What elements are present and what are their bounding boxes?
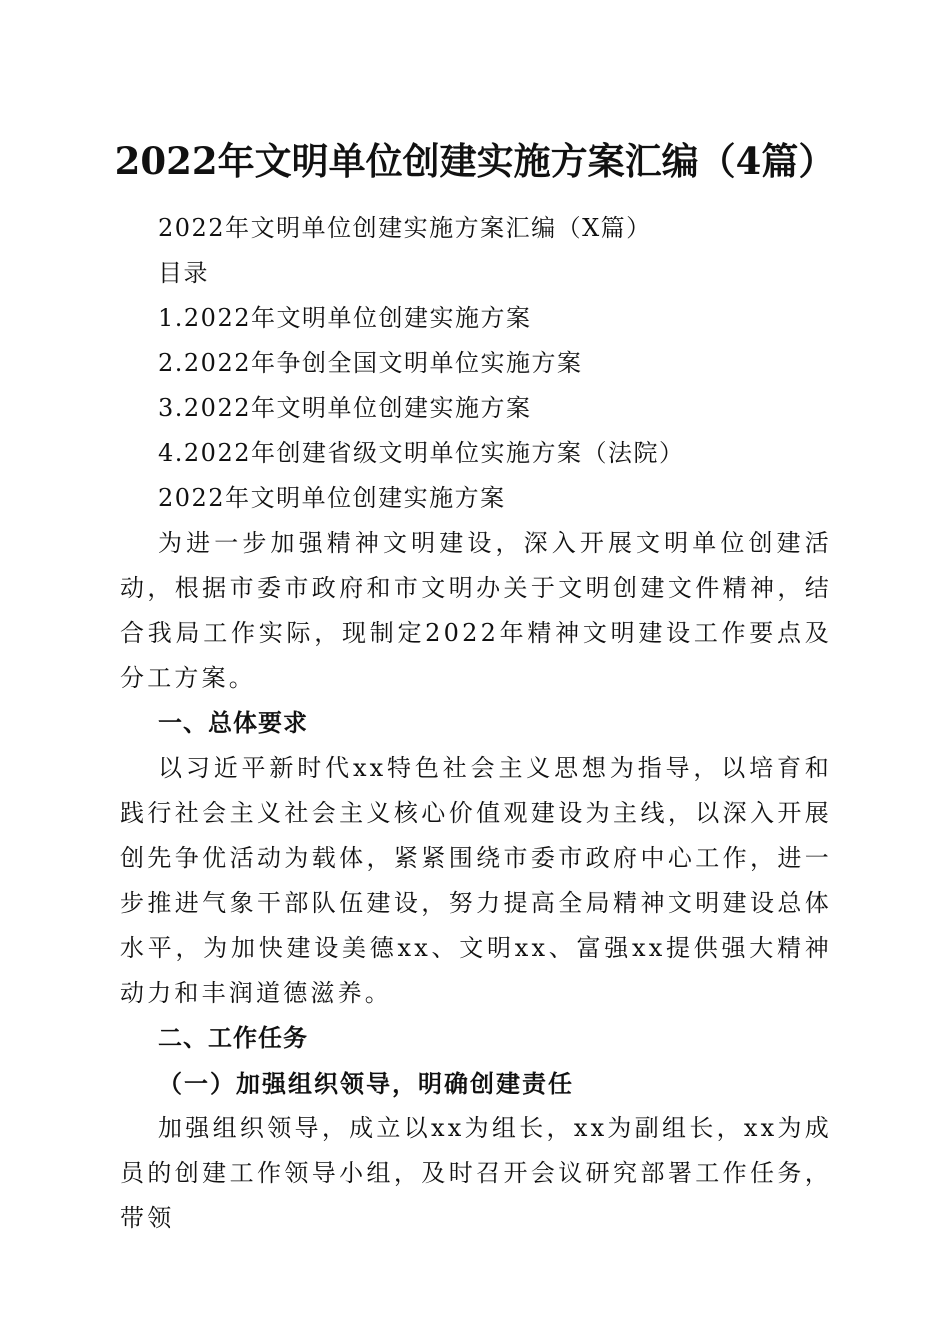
section-title: 2022年文明单位创建实施方案 <box>158 484 506 512</box>
document-body <box>120 206 832 1241</box>
subheading-organization: （一）加强组织领导，明确创建责任 <box>158 1069 574 1098</box>
toc-item: 1.2022年文明单位创建实施方案 <box>158 304 532 332</box>
document-subtitle: 2022年文明单位创建实施方案汇编（X篇） <box>158 214 652 242</box>
toc-item: 3.2022年文明单位创建实施方案 <box>158 394 532 422</box>
toc-item: 2.2022年争创全国文明单位实施方案 <box>158 349 583 377</box>
heading-work-tasks: 二、工作任务 <box>158 1024 308 1052</box>
paragraph-organization: 加强组织领导，成立以xx为组长，xx为副组长，xx为成员的创建工作领导小组，及时召开会议研究部署工作任务，带领 <box>120 1114 832 1232</box>
document-title: 2022年文明单位创建实施方案汇编（4篇） <box>114 139 836 183</box>
heading-general-requirements: 一、总体要求 <box>158 709 308 737</box>
toc-item: 4.2022年创建省级文明单位实施方案（法院） <box>158 439 685 467</box>
intro-paragraph: 为进一步加强精神文明建设，深入开展文明单位创建活动，根据市委市政府和市文明办关于文明创建文件精神，结合我局工作实际，现制定2022年精神文明建设工作要点及分工方案。 <box>120 529 832 692</box>
toc-label: 目录 <box>158 259 209 287</box>
paragraph-general-requirements: 以习近平新时代xx特色社会主义思想为指导，以培育和践行社会主义社会主义核心价值观建设为主线，以深入开展创先争优活动为载体，紧紧围绕市委市政府中心工作，进一步推进气象干部队伍建设，努力提高全局精神文明建设总体水平，为加快建设美德xx、文明xx、富强xx提供强大精神动力和丰润道德滋养。 <box>120 754 832 1007</box>
